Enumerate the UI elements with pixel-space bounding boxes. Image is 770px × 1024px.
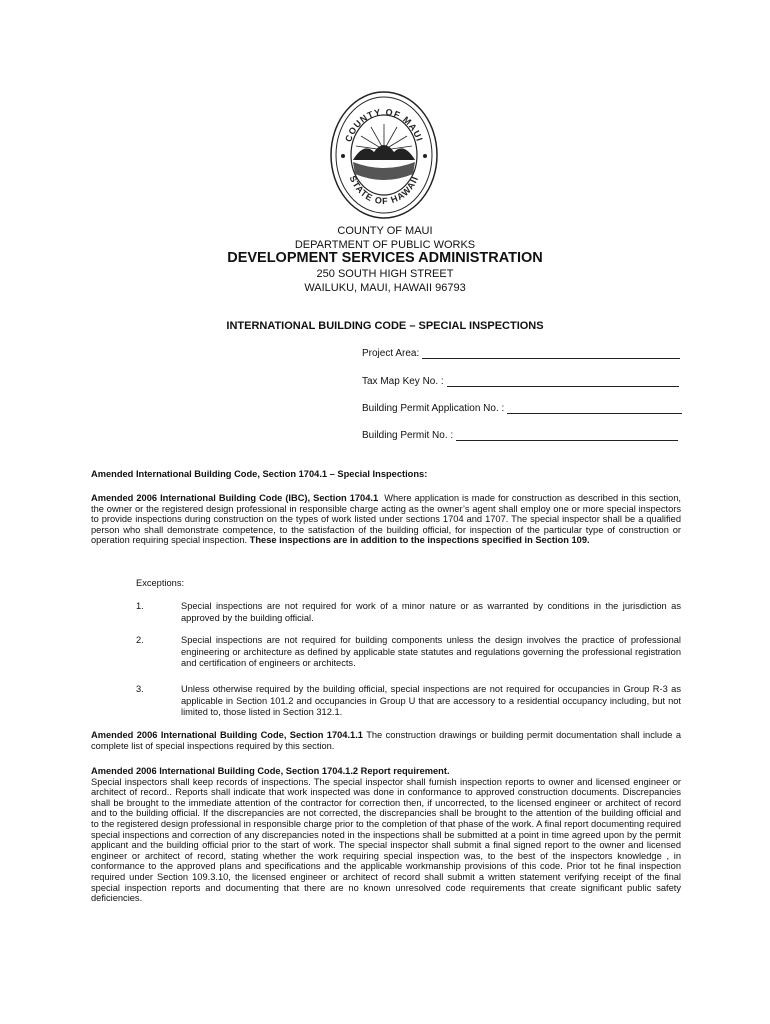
- project-area-input[interactable]: [422, 348, 680, 359]
- p2-body: The construction drawings or building permit documentation shall include a complete list of special inspections required by this section.: [91, 730, 681, 751]
- p2-citation: Amended 2006 International Building Code, Section 1704.1.1: [91, 730, 363, 740]
- exception-number: 1.: [136, 601, 144, 611]
- street-address: 250 SOUTH HIGH STREET: [316, 268, 454, 280]
- county-seal-icon: [329, 90, 439, 220]
- division-name: DEVELOPMENT SERVICES ADMINISTRATION: [227, 250, 543, 266]
- document-title: INTERNATIONAL BUILDING CODE – SPECIAL INSPECTIONS: [226, 320, 544, 332]
- paragraph-1704-1-1: [91, 730, 681, 751]
- permit-no-label: Building Permit No. :: [362, 430, 454, 441]
- section-heading: [91, 469, 681, 480]
- p1-emphasis: These inspections are in addition to the inspections specified in Section 109.: [249, 535, 590, 546]
- permit-application-label: Building Permit Application No. :: [362, 403, 505, 414]
- tax-map-key-label: Tax Map Key No. :: [362, 376, 444, 387]
- seal-top-text: COUNTY OF MAUI: [343, 106, 425, 144]
- city-address: WAILUKU, MAUI, HAWAII 96793: [304, 282, 466, 294]
- paragraph-1704-1-2: [91, 766, 681, 904]
- exception-number: 2.: [136, 635, 144, 645]
- p3-body: Special inspectors shall keep records of inspections. The special inspector shall furnish inspection reports to owner and licensed engineer or architect of record.. Reports shall indicate that work inspected was done in conformance to approved construction documents. Discrepancies shall be brought to the immediate attention of the contractor for correction then, if uncorrected, to the licensed engineer or architect of record and to the building official. If the discrepancies are not corrected, the discrepancies shall be brought to the attention of the building official and to the registered design professional in responsible charge prior to the completion of that phase of the work. A final report documenting required special inspections and correction of any discrepancies noted in the inspections shall be submitted at a point in time agreed upon by the permit applicant and the building official prior to the start of work. The special inspector shall submit a final signed report to the owner and licensed engineer or architect of record, stating whether the work requiring special inspection was, to the best of the inspectors knowledge , in conformance to the approved plans and specifications and the applicable workmanship provisions of this code. Prior tot he final inspection required under Section 109.3.10, the licensed engineer or architect of record shall submit a written statement verifying receipt of the final special inspection reports and documenting that there are no known unresolved code requirements that create significant public safety deficiencies.: [91, 776, 681, 904]
- seal-bottom-text: STATE OF HAWAII: [347, 174, 421, 207]
- p1-citation: Amended 2006 International Building Code (IBC), Section 1704.1: [91, 493, 379, 503]
- paragraph-1704-1: [91, 493, 681, 546]
- exception-text: Special inspections are not required for work of a minor nature or as warranted by conditions in the jurisdiction as approved by the building official.: [181, 601, 681, 623]
- permit-no-input[interactable]: [456, 430, 678, 441]
- exceptions-label: Exceptions:: [136, 578, 185, 588]
- p3-citation: Amended 2006 International Building Code, Section 1704.1.2 Report requirement.: [91, 766, 450, 776]
- exception-number: 3.: [136, 684, 144, 694]
- exception-text: Special inspections are not required for building components unless the design involves the practice of professional engineering or architecture as defined by applicable state statutes and regulations governing the professional registration and certification of engineers or architects.: [181, 635, 681, 668]
- permit-application-input[interactable]: [507, 403, 682, 414]
- tax-map-key-input[interactable]: [447, 376, 679, 387]
- project-area-label: Project Area:: [362, 348, 420, 359]
- p1-body: Where application is made for construction as described in this section, the owner or the registered design professional in responsible charge acting as the owner’s agent shall employ one or more special inspectors to provide inspections during construction on the types of work listed under sections 1704 and 1707. The special inspector shall be a qualified person who shall demonstrate competence, to the satisfaction of the building official, for inspection of the particular type of construction or operation requiring special inspection.: [91, 493, 681, 546]
- tax-map-key-field[interactable]: [362, 376, 679, 387]
- department-name: DEPARTMENT OF PUBLIC WORKS: [294, 239, 476, 251]
- permit-application-field[interactable]: [362, 403, 682, 414]
- permit-no-field[interactable]: [362, 430, 678, 441]
- project-area-field[interactable]: [362, 348, 680, 359]
- county-name: COUNTY OF MAUI: [337, 225, 433, 237]
- section-heading-text: Amended International Building Code, Section 1704.1 – Special Inspections:: [91, 469, 428, 479]
- exception-text: Unless otherwise required by the building official, special inspections are not required for occupancies in Group R-3 as applicable in Section 101.2 and occupancies in Group U that are accessory to a residential occupancy including, but not limited to, those listed in Section 312.1.: [181, 684, 681, 717]
